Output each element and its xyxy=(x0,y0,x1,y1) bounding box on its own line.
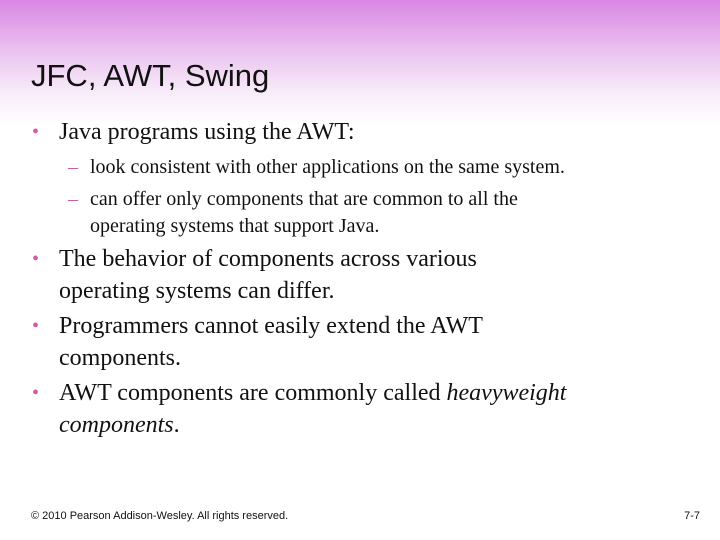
bullet-marker: • xyxy=(32,382,40,404)
bullet-text: The behavior of components across various xyxy=(59,246,477,272)
slide-number: 7-7 xyxy=(684,510,700,522)
sub-bullet-text: look consistent with other applications on the same system. xyxy=(90,156,565,178)
bullet-text: Java programs using the AWT: xyxy=(59,119,355,145)
slide-title: JFC, AWT, Swing xyxy=(31,58,270,93)
copyright-footer: © 2010 Pearson Addison-Wesley. All rights reserved. xyxy=(31,510,289,522)
bullet-marker: • xyxy=(32,315,40,337)
bullet-text-continued: operating systems can differ. xyxy=(59,278,335,304)
bullet-text xyxy=(59,377,566,409)
bullet-text-emphasis: heavyweight xyxy=(446,380,567,406)
bullet-text-continued: components. xyxy=(59,345,181,371)
sub-bullet-marker: – xyxy=(68,188,78,210)
bullet-marker: • xyxy=(32,121,40,143)
bullet-text-emphasis: components xyxy=(59,412,174,438)
bullet-text: Programmers cannot easily extend the AWT xyxy=(59,313,483,339)
sub-bullet-marker: – xyxy=(68,156,78,178)
bullet-text-plain: AWT components are commonly called xyxy=(59,380,447,406)
sub-bullet-text-continued: operating systems that support Java. xyxy=(90,215,380,237)
sub-bullet-text: can offer only components that are common to all the xyxy=(90,188,518,210)
bullet-text-continued xyxy=(59,409,180,441)
bullet-marker: • xyxy=(32,248,40,270)
bullet-text-plain: . xyxy=(173,412,180,438)
